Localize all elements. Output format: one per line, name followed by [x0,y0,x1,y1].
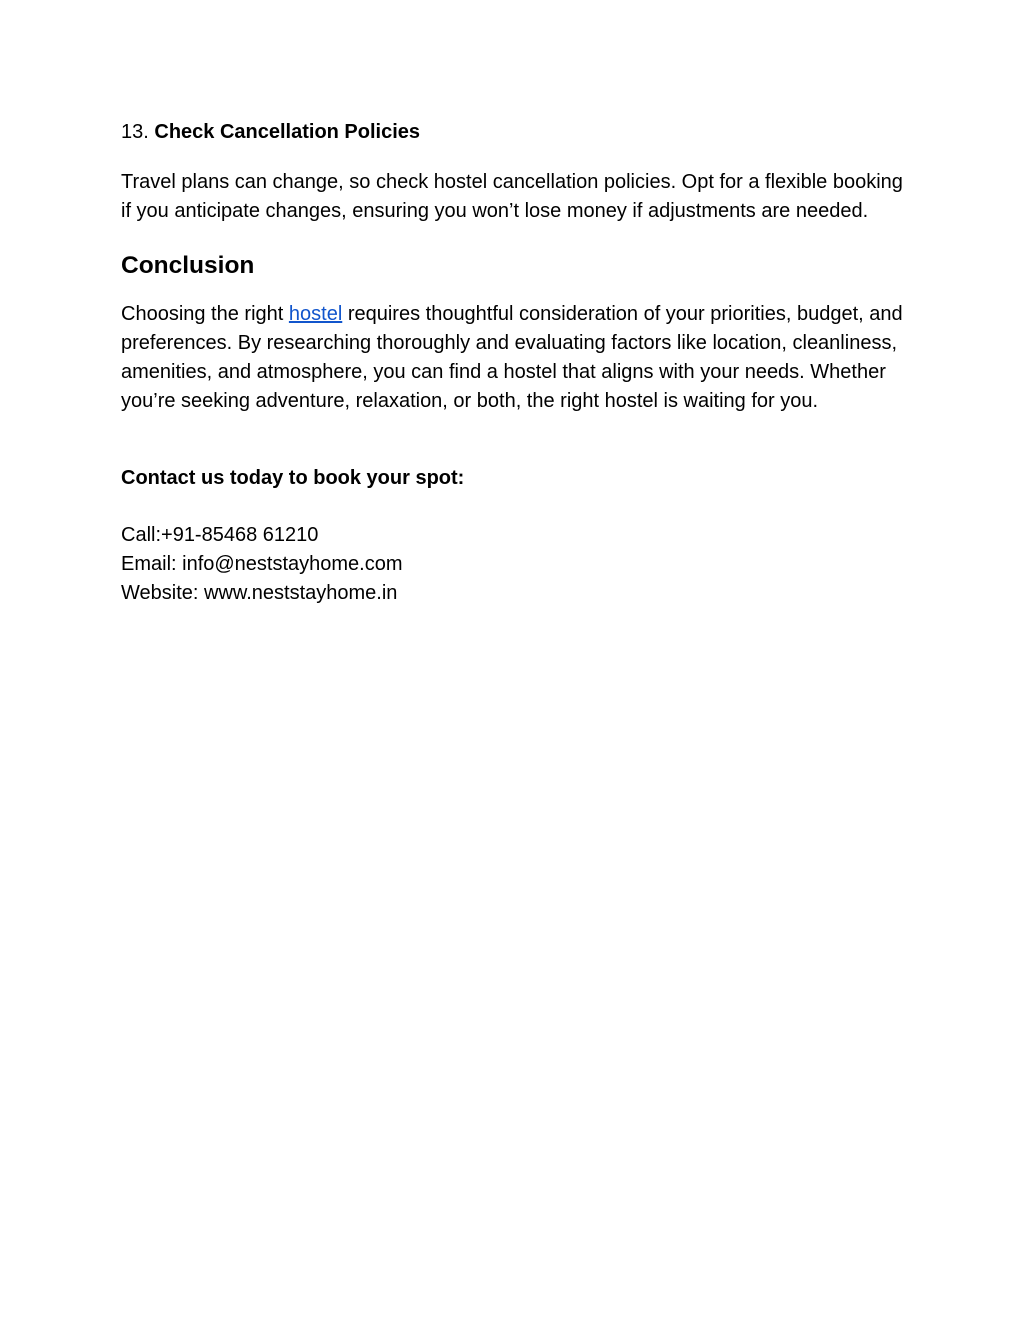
document-page [121,118,911,608]
contact-phone: Call:+91-85468 61210 [121,524,319,546]
contact-heading: Contact us today to book your spot: [121,467,465,489]
contact-details [121,521,911,608]
list-item-title: Check Cancellation Policies [154,121,421,143]
contact-email: Email: info@neststayhome.com [121,553,403,575]
cancellation-paragraph: Travel plans can change, so check hostel cancellation policies. Opt for a flexible booking if you anticipate changes, ensuring you won’t lose money if adjustments are needed. [121,171,903,222]
conclusion-text-end: requires thoughtful consideration of your priorities, budget, and preferences. By researching thoroughly and evaluating factors like location, cleanliness, amenities, and atmosphere, you can find a hostel that aligns with your needs. Whether you’re seeking adventure, relaxation, or both, the right hostel is waiting for you. [121,303,903,412]
contact-website: Website: www.neststayhome.in [121,582,398,604]
conclusion-paragraph [121,300,911,416]
list-item-number: 13. [121,121,149,143]
conclusion-heading: Conclusion [121,252,255,279]
list-item-heading [121,118,911,147]
hostel-link[interactable]: hostel [288,303,343,325]
conclusion-text-start: Choosing the right [121,303,289,325]
